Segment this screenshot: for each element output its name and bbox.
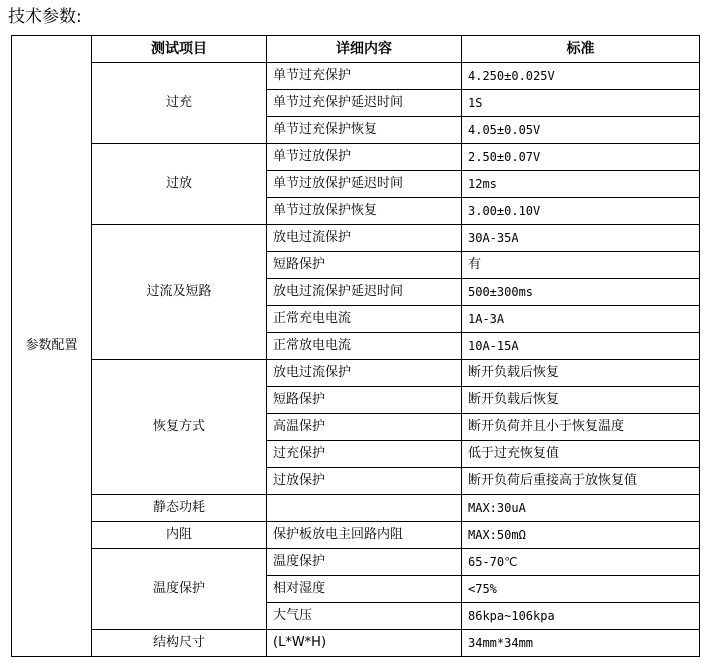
detail-cell: 放电过流保护延迟时间 bbox=[267, 279, 462, 306]
standard-cell: MAX:30uA bbox=[462, 495, 700, 522]
table-row bbox=[12, 144, 700, 171]
detail-cell: 短路保护 bbox=[267, 252, 462, 279]
standard-cell: 有 bbox=[462, 252, 700, 279]
group-recovery: 恢复方式 bbox=[92, 360, 267, 495]
standard-cell: 65-70℃ bbox=[462, 549, 700, 576]
detail-cell: 放电过流保护 bbox=[267, 225, 462, 252]
page-heading: 技术参数: bbox=[8, 7, 82, 27]
detail-cell: 过充保护 bbox=[267, 441, 462, 468]
detail-cell: 单节过充保护延迟时间 bbox=[267, 90, 462, 117]
table-row bbox=[12, 360, 700, 387]
standard-cell: 2.50±0.07V bbox=[462, 144, 700, 171]
header-detail: 详细内容 bbox=[267, 36, 462, 63]
group-dimensions: 结构尺寸 bbox=[92, 630, 267, 657]
standard-cell: 1A-3A bbox=[462, 306, 700, 333]
standard-cell: 500±300ms bbox=[462, 279, 700, 306]
detail-cell: 单节过放保护恢复 bbox=[267, 198, 462, 225]
table-row bbox=[12, 495, 700, 522]
group-internal-resistance: 内阻 bbox=[92, 522, 267, 549]
group-overdischarge: 过放 bbox=[92, 144, 267, 225]
detail-cell: 单节过放保护 bbox=[267, 144, 462, 171]
detail-cell: 单节过充保护恢复 bbox=[267, 117, 462, 144]
section-label: 参数配置 bbox=[12, 36, 92, 657]
detail-cell: 温度保护 bbox=[267, 549, 462, 576]
standard-cell: 断开负载后恢复 bbox=[462, 387, 700, 414]
detail-cell: 过放保护 bbox=[267, 468, 462, 495]
group-temperature: 温度保护 bbox=[92, 549, 267, 630]
detail-cell: 相对湿度 bbox=[267, 576, 462, 603]
standard-cell: 断开负荷后重接高于放恢复值 bbox=[462, 468, 700, 495]
standard-cell: 10A-15A bbox=[462, 333, 700, 360]
standard-cell: 3.00±0.10V bbox=[462, 198, 700, 225]
detail-cell: 保护板放电主回路内阻 bbox=[267, 522, 462, 549]
standard-cell: 12ms bbox=[462, 171, 700, 198]
table-row bbox=[12, 630, 700, 657]
detail-cell: 大气压 bbox=[267, 603, 462, 630]
standard-cell: 30A-35A bbox=[462, 225, 700, 252]
table-header-row bbox=[12, 36, 700, 63]
header-standard: 标准 bbox=[462, 36, 700, 63]
detail-cell: 单节过放保护延迟时间 bbox=[267, 171, 462, 198]
spec-table bbox=[11, 35, 700, 657]
detail-cell: 正常充电电流 bbox=[267, 306, 462, 333]
standard-cell: 1S bbox=[462, 90, 700, 117]
standard-cell: 断开负载后恢复 bbox=[462, 360, 700, 387]
detail-cell: (L*W*H) bbox=[267, 630, 462, 657]
table-row bbox=[12, 549, 700, 576]
header-test-item: 测试项目 bbox=[92, 36, 267, 63]
standard-cell: 4.250±0.025V bbox=[462, 63, 700, 90]
detail-cell: 单节过充保护 bbox=[267, 63, 462, 90]
detail-cell: 短路保护 bbox=[267, 387, 462, 414]
table-row bbox=[12, 522, 700, 549]
standard-cell: 断开负荷并且小于恢复温度 bbox=[462, 414, 700, 441]
detail-cell bbox=[267, 495, 462, 522]
group-overcharge: 过充 bbox=[92, 63, 267, 144]
standard-cell: 34mm*34mm bbox=[462, 630, 700, 657]
detail-cell: 正常放电电流 bbox=[267, 333, 462, 360]
detail-cell: 放电过流保护 bbox=[267, 360, 462, 387]
detail-cell: 高温保护 bbox=[267, 414, 462, 441]
standard-cell: 低于过充恢复值 bbox=[462, 441, 700, 468]
table-row bbox=[12, 225, 700, 252]
standard-cell: 86kpa~106kpa bbox=[462, 603, 700, 630]
standard-cell: MAX:50mΩ bbox=[462, 522, 700, 549]
group-static-power: 静态功耗 bbox=[92, 495, 267, 522]
standard-cell: 4.05±0.05V bbox=[462, 117, 700, 144]
group-overcurrent: 过流及短路 bbox=[92, 225, 267, 360]
standard-cell: <75% bbox=[462, 576, 700, 603]
table-row bbox=[12, 63, 700, 90]
